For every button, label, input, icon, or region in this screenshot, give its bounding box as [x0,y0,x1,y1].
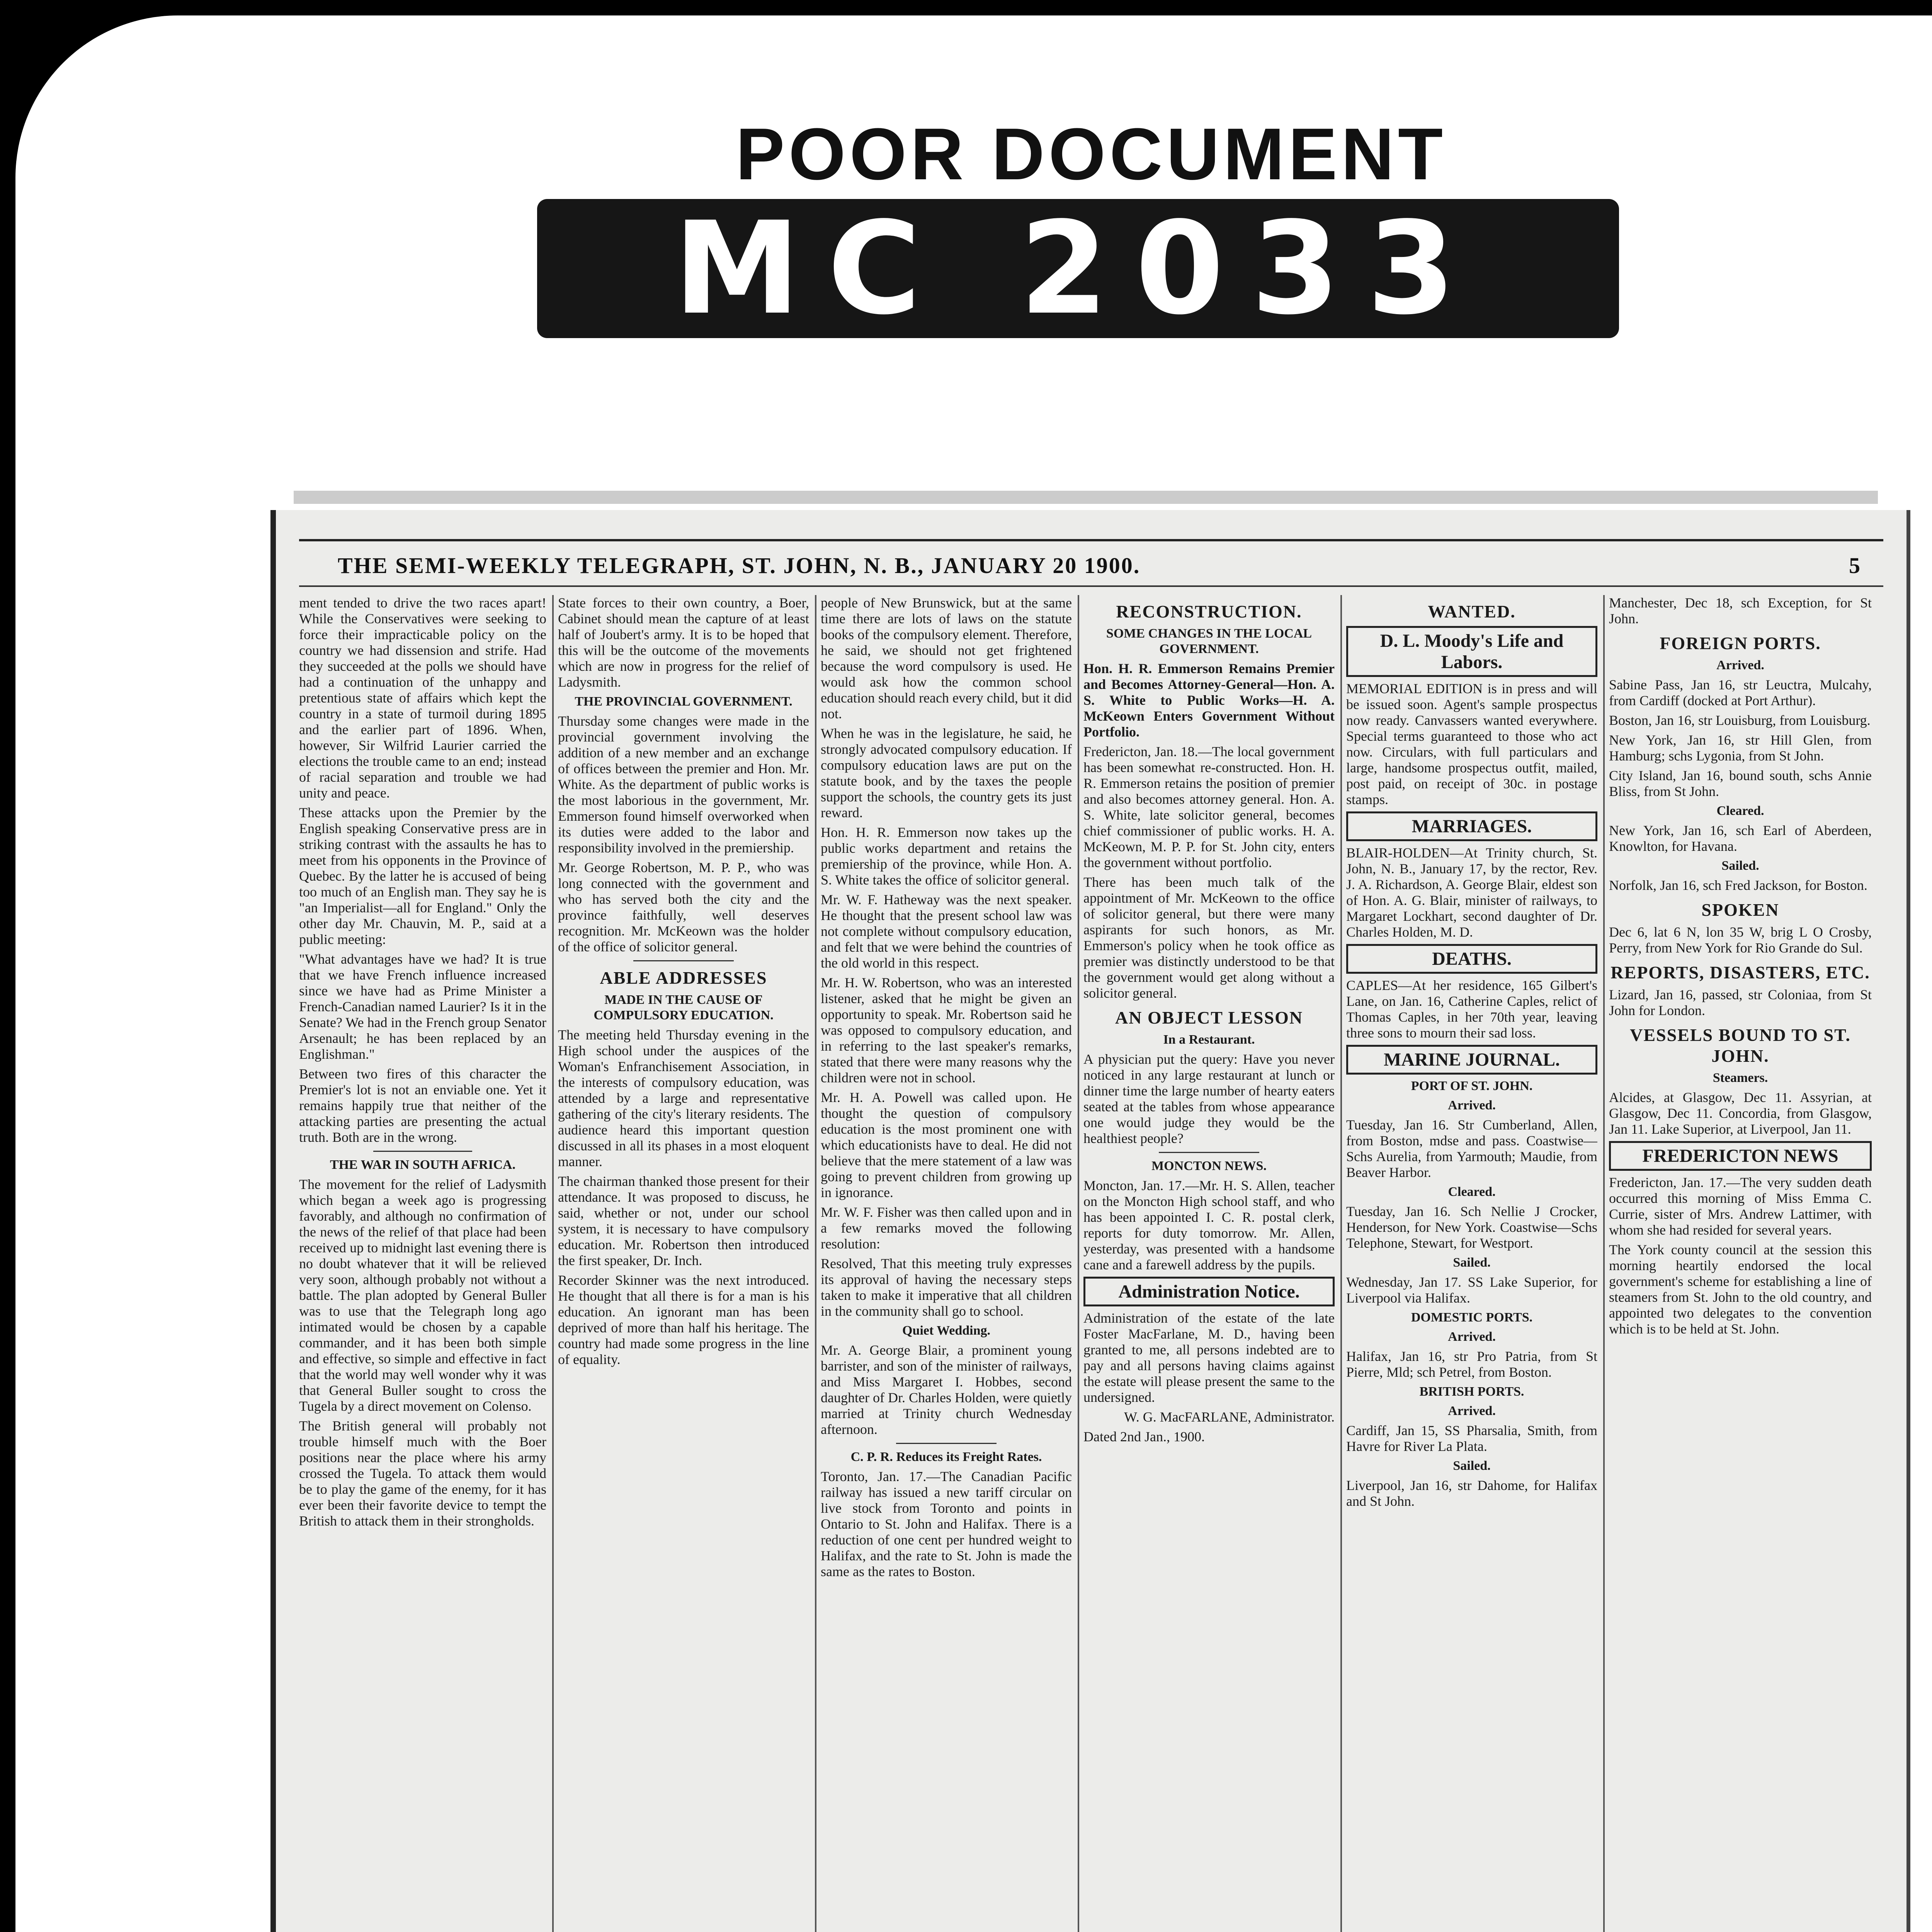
paragraph: When he was in the legislature, he said, he strongly advocated compulsory education. If compulsory education laws are put on the statute book, and by the taxes the people support the schools, the country gets its just reward. [821,726,1072,820]
paragraph: Moncton, Jan. 17.—Mr. H. S. Allen, teacher on the Moncton High school staff, and who has been appointed I. C. R. postal clerk, reports for duty tomorrow. Mr. Allen, yesterday, was presented with a handsome cane and a farewell address by the pupils. [1083,1178,1335,1272]
column-5 [1346,595,1597,1932]
subsection-heading: DOMESTIC PORTS. [1411,1310,1533,1325]
paragraph: people of New Brunswick, but at the same time there are lots of laws on the statute books of the compulsory element. Therefore, he said, we should not get frightened because the word compulsory is used. He would ask how the common school education should reach every child, but it did not. [821,595,1072,721]
section-heading: VESSELS BOUND TO ST. JOHN. [1630,1025,1851,1066]
paragraph: Dec 6, lat 6 N, lon 35 W, brig L O Crosby, Perry, from New York for Rio Grande do Sul. [1609,924,1872,956]
section-heading: REPORTS, DISASTERS, ETC. [1611,963,1870,982]
paragraph: The movement for the relief of Ladysmith which began a week ago is progressing favorably, and although no confirmation of the news of the relief of that place had been received up to midnight last evening there is no doubt whatever that it will be relieved very soon, although probably not without a battle. The plan adopted by General Buller was to use that the Telegraph long ago intimated would be chosen by a capable commander, and it has been both simple and effective, so simple and effective in fact that the world may well wonder why it was that General Buller sought to cross the Tugela by a direct movement on Colenso. [299,1177,546,1414]
article-heading: Quiet Wedding. [902,1323,990,1338]
paragraph: Mr. H. W. Robertson, who was an interested listener, asked that he might be given an opportunity to speak. Mr. Robertson said he was opposed to compulsory education, and in referring to the last speaker's remarks, stated that there were many reasons why the children were not in school. [821,975,1072,1085]
subsection-heading: Sailed. [1453,1459,1491,1473]
section-heading: MARINE JOURNAL. [1346,1045,1597,1075]
paragraph: Tuesday, Jan 16. Sch Nellie J Crocker, Henderson, for New York. Coastwise—Schs Telephone, Stewart, for Westport. [1346,1204,1597,1251]
article-subheadline: SOME CHANGES IN THE LOCAL GOVERNMENT. [1106,626,1312,656]
header-rule-bottom [299,585,1883,587]
column-3 [821,595,1072,1932]
article-subheadline: In a Restaurant. [1163,1032,1255,1047]
article-heading: THE WAR IN SOUTH AFRICA. [330,1158,516,1172]
article-subheadline: MADE IN THE CAUSE OF COMPULSORY EDUCATION. [594,993,774,1022]
paragraph: Thursday some changes were made in the provincial government involving the addition of a new member and an exchange of offices between the premier and Hon. Mr. White. As the department of public works is the most laborious in the government, Mr. Emmerson found himself overworked when its duties were added to the labor and responsibility involved in the premiership. [558,713,809,855]
masthead: THE SEMI-WEEKLY TELEGRAPH, ST. JOHN, N. B., JANUARY 20 1900. [338,553,1141,578]
paragraph: New York, Jan 16, str Hill Glen, from Hamburg; schs Lygonia, from St John. [1609,732,1872,764]
paragraph: There has been much talk of the appointment of Mr. McKeown to the office of solicitor general, but there were many aspirants for such honors, as Mr. Emmerson's policy when he took office as premier was distinctly understood to be that the government would get along without a solicitor general. [1083,874,1335,1001]
column-divider [1159,1152,1259,1153]
section-heading: SPOKEN [1701,900,1779,920]
poor-document-label: POOR DOCUMENT [736,113,1447,195]
paragraph: Boston, Jan 16, str Louisburg, from Louisburg. [1609,713,1871,728]
paragraph: MEMORIAL EDITION is in press and will be issued soon. Agent's sample prospectus now ready. Canvassers wanted everywhere. Special terms guaranteed to those who act now. Circulars, with full particulars and large, handsome prospectus outfit, mailed, post paid, on receipt of 30c. in postage stamps. [1346,681,1597,807]
paragraph: Toronto, Jan. 17.—The Canadian Pacific railway has issued a new tariff circular on live stock from Toronto and points in Ontario to St. John and Halifax. There is a reduction of one cent per hundred weight to Halifax, and the rate to St. John is made the same as the rates to Boston. [821,1469,1072,1579]
scan-edge [294,491,1878,504]
paragraph: Hon. H. R. Emmerson now takes up the public works department and retains the premiership of the province, while Hon. A. S. White takes the office of solicitor general. [821,825,1072,888]
paragraph: Halifax, Jan 16, str Pro Patria, from St Pierre, Mld; sch Petrel, from Boston. [1346,1349,1597,1380]
column-divider [633,960,734,961]
subsection-heading: PORT OF ST. JOHN. [1411,1079,1533,1093]
paragraph: Cardiff, Jan 15, SS Pharsalia, Smith, from Havre for River La Plata. [1346,1423,1597,1454]
column-4 [1083,595,1335,1932]
paragraph: Fredericton, Jan. 17.—The very sudden death occurred this morning of Miss Emma C. Currie, sister of Mrs. Andrew Lattimer, with whom she had resided for several years. [1609,1175,1872,1238]
paragraph: Fredericton, Jan. 18.—The local government has been somewhat re-constructed. Hon. H. R. Emmerson retains the position of premier and also becomes attorney general. Hon. A. S. White, late solicitor general, becomes chief commissioner of public works. H. A. McKeown, M. P. P. for St. John city, enters the government without portfolio. [1083,744,1335,870]
article-headline: AN OBJECT LESSON [1115,1008,1303,1027]
paragraph: Tuesday, Jan 16. Str Cumberland, Allen, from Boston, mdse and pass. Coastwise—Schs Aurelia, from Yarmouth; Maudie, from Beaver Harbor. [1346,1117,1597,1180]
paragraph: BLAIR-HOLDEN—At Trinity church, St. John, N. B., January 17, by the rector, Rev. J. A. Richardson, A. George Blair, eldest son of Hon. A. G. Blair, minister of railways, to Margaret Lockhart, second daughter of Dr. Charles Holden, M. D. [1346,845,1597,940]
notice-heading: Administration Notice. [1083,1277,1335,1306]
subsection-heading: Cleared. [1716,804,1764,818]
paragraph: ment tended to drive the two races apart! While the Conservatives were seeking to force their impracticable policy on the country we had dissension and strife. Had they succeeded at the polls we should have had a continuation of the unhappy and pretentious state of affairs which kept the country in a state of turmoil during 1895 and the earlier part of 1896. When, however, Sir Wilfrid Laurier carried the elections the trouble came to an end; instead of racial separation and trouble we had unity and peace. [299,595,546,801]
column-divider [896,1443,997,1444]
article-deck: Hon. H. R. Emmerson Remains Premier and Becomes Attorney-General—Hon. A. S. White to Public Works—H. A. McKeown Enters Government Without Portfolio. [1083,661,1335,740]
paragraph: Alcides, at Glasgow, Dec 11. Assyrian, at Glasgow, Dec 11. Concordia, from Glasgow, Jan 11. Lake Superior, at Liverpool, Jan 11. [1609,1090,1872,1137]
column-rule [1340,595,1342,1932]
ad-headline: WANTED. [1428,602,1516,621]
column-rule [815,595,816,1932]
subsection-heading: Cleared. [1448,1185,1496,1199]
header-rule-top [299,539,1883,541]
subsection-heading: Arrived. [1448,1404,1496,1418]
paragraph: Wednesday, Jan 17. SS Lake Superior, for Liverpool via Halifax. [1346,1274,1597,1306]
paragraph: CAPLES—At her residence, 165 Gilbert's Lane, on Jan. 16, Catherine Caples, relict of Thomas Caples, in her 70th year, leaving three sons to mourn their sad loss. [1346,978,1597,1041]
column-rule [1603,595,1605,1932]
notice-signature: W. G. MacFARLANE, Administrator. [1124,1409,1335,1425]
paragraph: Resolved, That this meeting truly expresses its approval of having the necessary steps taken to make it imperative that all children in the community shall go to school. [821,1256,1072,1319]
subsection-heading: Sailed. [1721,859,1759,873]
paragraph: Manchester, Dec 18, sch Exception, for St John. [1609,595,1872,626]
paragraph: State forces to their own country, a Boer, Cabinet should mean the capture of at least half of Joubert's army. It is to be hoped that this will be the outcome of the movements which are now in progress for the relief of Ladysmith. [558,595,809,690]
subsection-heading: Arrived. [1448,1330,1496,1344]
paragraph: Mr. George Robertson, M. P. P., who was long connected with the government and who has served both the city and the province faithfully, well deserves recognition. Mr. McKeown was the holder of the office of solicitor general. [558,860,809,954]
column-rule [1078,595,1079,1932]
section-heading: MARRIAGES. [1346,811,1597,841]
notice-date: Dated 2nd Jan., 1900. [1083,1429,1205,1444]
paragraph: New York, Jan 16, sch Earl of Aberdeen, Knowlton, for Havana. [1609,823,1872,854]
ad-title: D. L. Moody's Life and Labors. [1346,626,1597,677]
paragraph: These attacks upon the Premier by the English speaking Conservative press are in striking contrast with the assaults he has to meet from his opponents in the Province of Quebec. By the latter he is accused of being too much of an English man. They say he is "an Imperialist—all for England." Only the other day Mr. Chauvin, M. P., said at a public meeting: [299,805,546,947]
paragraph: The meeting held Thursday evening in the High school under the auspices of the Woman's Enfranchisement Association, in the interests of compulsory education, was attended by a large and representative gathering of the city's literary residents. The audience heard this important question discussed in all its phases in a most eloquent manner. [558,1027,809,1169]
paragraph: Mr. W. F. Hatheway was the next speaker. He thought that the present school law was not complete without compulsory education, and felt that we were behind the countries of the old world in this respect. [821,892,1072,971]
paragraph: Recorder Skinner was the next introduced. He thought that all there is for a man is his education. An ignorant man has been deprived of more than half his heritage. The country had made some progress in the line of equality. [558,1272,809,1367]
paragraph: The chairman thanked those present for their attendance. It was proposed to discuss, he said, whether or not, under our school system, it is necessary to have compulsory education. Mr. Robertson then introduced the first speaker, Dr. Inch. [558,1173,809,1268]
column-rule [552,595,554,1932]
paragraph: Administration of the estate of the late Foster MacFarlane, M. D., having been granted to me, all persons indebted are to pay and all persons having claims against the estate will please present the same to the undersigned. [1083,1310,1335,1405]
subsection-heading: Sailed. [1453,1255,1491,1270]
column-divider [373,1151,472,1152]
column-6 [1609,595,1872,1932]
subsection-heading: Arrived. [1716,658,1764,672]
paragraph: Mr. A. George Blair, a prominent young barrister, and son of the minister of railways, and Miss Margaret I. Hobbes, second daughter of Dr. Charles Holden, were quietly married at Trinity church Wednesday afternoon. [821,1342,1072,1437]
paragraph: Liverpool, Jan 16, str Dahome, for Halifax and St John. [1346,1478,1597,1509]
paragraph: Norfolk, Jan 16, sch Fred Jackson, for Boston. [1609,878,1867,893]
column-1 [299,595,546,1932]
subsection-heading: Steamers. [1713,1071,1768,1085]
column-2 [558,595,809,1932]
paragraph: City Island, Jan 16, bound south, schs Annie Bliss, from St John. [1609,768,1872,799]
paragraph: Between two fires of this character the Premier's lot is not an enviable one. Yet it remains happily true that neither of the attacking parties are presenting the actual truth. Both are in the wrong. [299,1066,546,1145]
section-heading: FREDERICTON NEWS [1609,1141,1872,1171]
paragraph: Mr. W. F. Fisher was then called upon and in a few remarks moved the following resolution: [821,1204,1072,1252]
section-heading: FOREIGN PORTS. [1660,633,1821,653]
article-heading: MONCTON NEWS. [1151,1159,1267,1173]
paragraph: A physician put the query: Have you never noticed in any large restaurant at lunch or dinner time the large number of hearty eaters seated at the tables from whose appearance one would judge they would be the healthiest people? [1083,1051,1335,1146]
paragraph: The York county council at the session this morning heartily endorsed the local government's scheme for establishing a line of steamers from St. John to the old country, and appointed two delegates to the convention which is to be held at St. John. [1609,1242,1872,1337]
article-heading: C. P. R. Reduces its Freight Rates. [850,1450,1042,1464]
paragraph: "What advantages have we had? It is true that we have French influence increased since we have had as Prime Minister a French-Canadian named Laurier? Is it in the Senate? We had in the French group Senator Arsenault; he has been replaced by an Englishman." [299,951,546,1062]
paragraph: Mr. H. A. Powell was called upon. He thought the question of compulsory education is the most prominent one with which educationists have to deal. He did not believe that the mere statement of a law was going to prevent children from growing up in ignorance. [821,1090,1072,1200]
subsection-heading: BRITISH PORTS. [1419,1384,1524,1399]
page-number: 5 [1849,553,1860,578]
microfilm-code-label: MC 2033 [537,199,1619,338]
subsection-heading: Arrived. [1448,1098,1496,1112]
article-headline: RECONSTRUCTION. [1116,602,1302,621]
paragraph: Sabine Pass, Jan 16, str Leuctra, Mulcahy, from Cardiff (docked at Port Arthur). [1609,677,1872,708]
article-headline: ABLE ADDRESSES [600,968,767,988]
section-heading: DEATHS. [1346,944,1597,974]
article-heading: THE PROVINCIAL GOVERNMENT. [575,694,793,709]
paragraph: The British general will probably not trouble himself much with the Boer positions near the place where his army crossed the Tugela. To attack them would be to play the game of the enemy, for it has ever been their favorite device to tempt the British to attack them in their strongholds. [299,1418,546,1529]
newspaper-page [270,510,1910,1932]
paragraph: Lizard, Jan 16, passed, str Coloniaa, from St John for London. [1609,987,1872,1018]
